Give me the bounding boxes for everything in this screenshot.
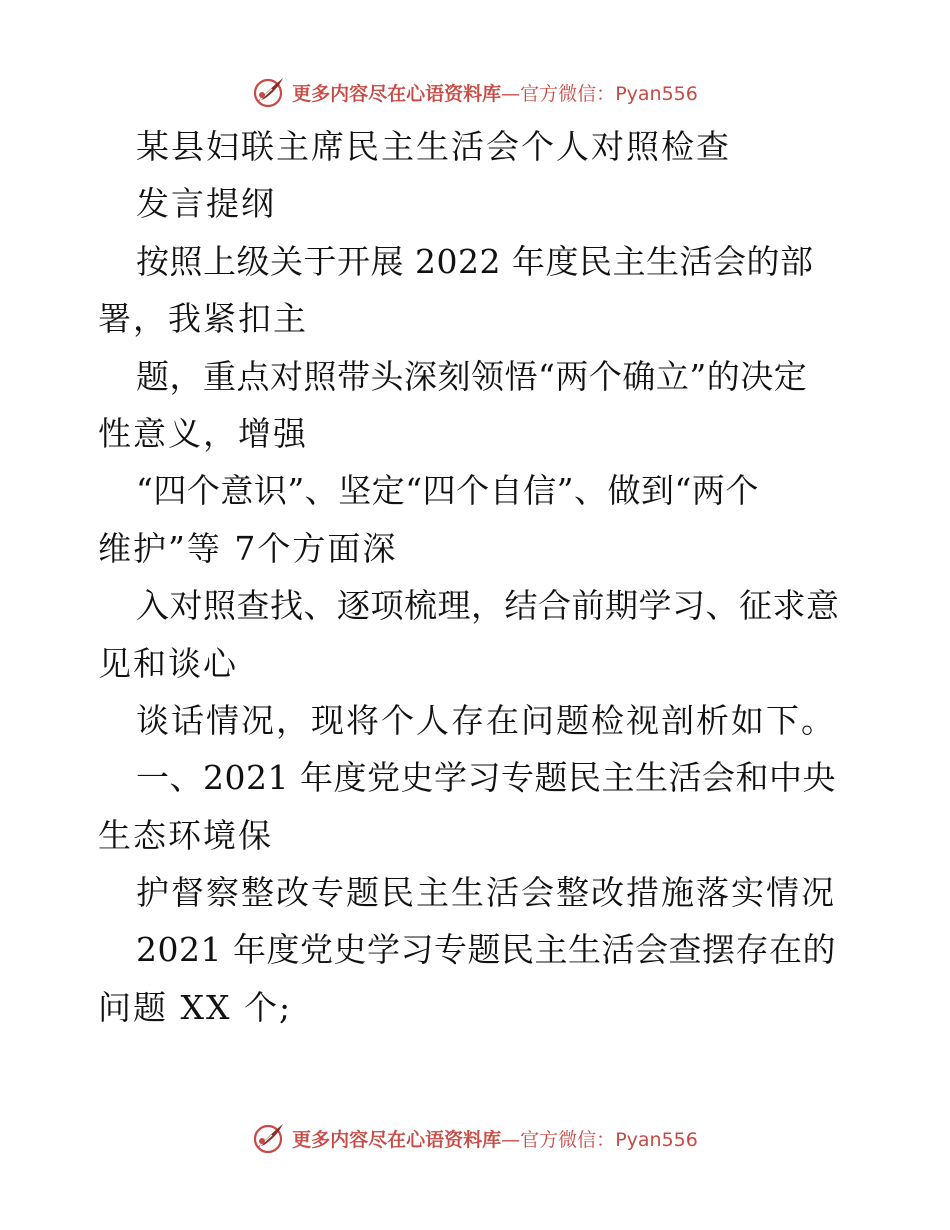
header-watermark-banner: [0, 72, 950, 112]
section-heading-line: 一、2021 年度党史学习专题民主生活会和中央: [136, 758, 836, 798]
title-line-2: 发言提纲: [136, 184, 276, 224]
paragraph-line: 性意义，增强: [98, 413, 308, 453]
watermark-text: [292, 79, 698, 106]
paragraph-line: 署，我紧扣主: [98, 299, 308, 339]
document-body: [98, 118, 858, 1036]
watermark-group: [252, 1121, 698, 1155]
paragraph-line: 2021 年度党史学习专题民主生活会查摆存在的: [136, 930, 836, 970]
watermark-main-text: 更多内容尽在心语资料库: [292, 82, 502, 105]
watermark-main-text: 更多内容尽在心语资料库: [292, 1128, 502, 1151]
watermark-wechat-label: 官方微信：: [520, 1128, 616, 1151]
paragraph-line: 谈话情况，现将个人存在问题检视剖析如下。: [136, 700, 836, 740]
watermark-wechat-id: Pyan556: [615, 82, 698, 105]
watermark-dash: —: [501, 1128, 521, 1151]
paragraph-line: 题，重点对照带头深刻领悟“两个确立”的决定: [136, 356, 808, 396]
paragraph-line: 问题 XX 个;: [98, 987, 293, 1027]
footer-watermark-banner: [0, 1118, 950, 1158]
title-line-1: 某县妇联主席民主生活会个人对照检查: [136, 127, 731, 166]
watermark-wechat-id: Pyan556: [615, 1128, 698, 1151]
quill-pen-logo-icon: [252, 1121, 286, 1155]
paragraph-line: 见和谈心: [98, 643, 238, 683]
paragraph-line: 维护”等 7个方面深: [98, 528, 398, 568]
watermark-dash: —: [501, 82, 521, 105]
section-heading-line: 生态环境保: [98, 815, 273, 855]
watermark-text: [292, 1125, 698, 1152]
quill-pen-logo-icon: [252, 75, 286, 109]
watermark-group: [252, 75, 698, 109]
paragraph-line: 入对照查找、逐项梳理，结合前期学习、征求意: [136, 586, 840, 626]
paragraph-line: “四个意识”、坚定“四个自信”、做到“两个: [136, 471, 759, 511]
paragraph-line: 按照上级关于开展 2022 年度民主生活会的部: [136, 241, 814, 281]
section-heading-line: 护督察整改专题民主生活会整改措施落实情况: [136, 873, 836, 913]
watermark-wechat-label: 官方微信：: [520, 82, 616, 105]
